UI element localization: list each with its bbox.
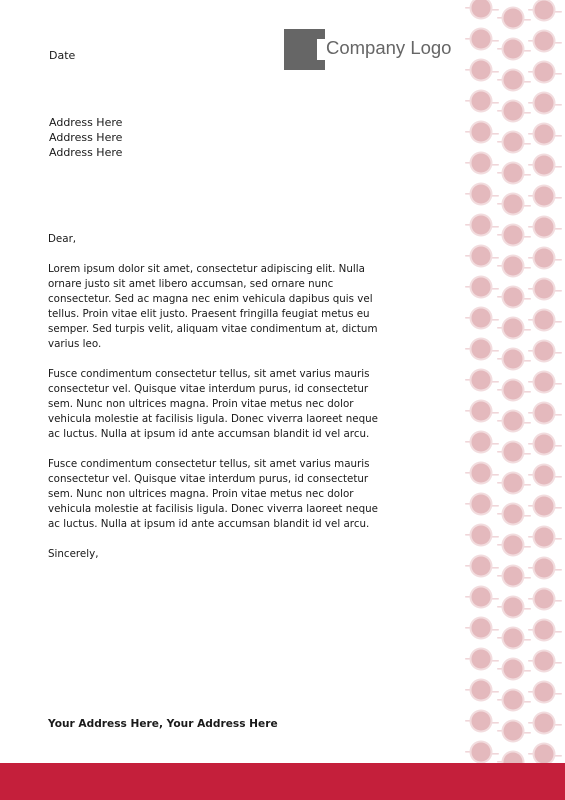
plate-utensils-icon [465,152,499,175]
plate-utensils-icon [528,30,562,53]
plate-utensils-icon [528,340,562,363]
logo-text: Company Logo [326,36,452,58]
address-line: Address Here [49,116,123,129]
address-line: Address Here [49,131,123,144]
logo-mark-icon [284,29,325,70]
plate-utensils-icon [465,245,499,268]
plate-utensils-icon [528,371,562,394]
company-logo [284,29,451,70]
plate-utensils-icon [528,557,562,580]
plate-utensils-icon [528,61,562,84]
plate-utensils-icon [497,658,531,681]
plate-utensils-icon [528,154,562,177]
plate-utensils-icon [497,627,531,650]
plate-utensils-icon [528,743,562,764]
plate-utensils-icon [528,495,562,518]
closing: Sincerely, [48,548,99,560]
plate-utensils-icon [497,69,531,92]
plate-utensils-icon [497,286,531,309]
plate-utensils-icon [528,650,562,673]
plate-utensils-icon [497,255,531,278]
plate-utensils-icon [497,472,531,495]
plate-utensils-icon [465,679,499,702]
body-paragraph: Lorem ipsum dolor sit amet, consectetur adipiscing elit. Nulla ornare justo sit amet libero accumsan, sed ornare nunc consectetur. Sed ac magna nec enim vehicula dapibus quis vel tellus. Proin vitae elit justo. Praesent fringilla feugiat metus eu semper. Sed turpis velit, aliquam vitae condimentum at, dictum varius leo. [48,263,378,350]
address-line: Address Here [49,146,123,159]
plate-utensils-icon [528,185,562,208]
plate-utensils-icon [497,131,531,154]
plate-utensils-icon [528,526,562,549]
plate-utensils-icon [528,464,562,487]
plate-utensils-icon [497,565,531,588]
decorative-plate-pattern [462,0,565,763]
plate-utensils-icon [528,712,562,735]
plate-utensils-icon [465,741,499,764]
greeting: Dear, [48,233,77,245]
letter-body [48,232,388,577]
plate-utensils-icon [528,92,562,115]
plate-utensils-icon [497,317,531,340]
plate-utensils-icon [497,224,531,247]
plate-utensils-icon [497,7,531,30]
plate-utensils-icon [465,90,499,113]
plate-utensils-icon [497,441,531,464]
footer-accent-bar [0,763,565,800]
plate-utensils-icon [497,410,531,433]
footer-address: Your Address Here, Your Address Here [48,718,278,730]
plate-utensils-icon [497,596,531,619]
plate-utensils-icon [465,493,499,516]
plate-utensils-icon [497,193,531,216]
plate-utensils-icon [465,648,499,671]
plate-utensils-icon [465,586,499,609]
plate-utensils-icon [465,59,499,82]
plate-utensils-icon [465,214,499,237]
plate-utensils-icon [497,162,531,185]
plate-utensils-icon [528,433,562,456]
recipient-address [49,115,122,160]
plate-utensils-icon [528,278,562,301]
plate-utensils-icon [465,28,499,51]
plate-utensils-icon [528,0,562,22]
plate-utensils-icon [465,183,499,206]
plate-utensils-icon [465,617,499,640]
plate-utensils-icon [497,720,531,743]
plate-utensils-icon [528,309,562,332]
plate-utensils-icon [465,400,499,423]
plate-utensils-icon [528,123,562,146]
plate-utensils-icon [465,0,499,20]
plate-utensils-icon [497,751,531,764]
plate-utensils-icon [465,276,499,299]
plate-utensils-icon [465,710,499,733]
plate-utensils-icon [497,100,531,123]
date-label: Date [49,49,76,62]
plate-utensils-icon [528,619,562,642]
plate-utensils-icon [465,307,499,330]
body-paragraph: Fusce condimentum consectetur tellus, sit amet varius mauris consectetur vel. Quisque vitae interdum purus, id consectetur sem. Nunc non ultrices magna. Proin vitae metus nec dolor vehicula molestie at facilisis ligula. Donec viverra laoreet neque ac luctus. Nulla at ipsum id ante accumsan blandit id vel arcu. [48,368,378,440]
plate-utensils-icon [465,369,499,392]
plate-utensils-icon [497,689,531,712]
plate-utensils-icon [497,379,531,402]
plate-utensils-icon [465,431,499,454]
plate-utensils-icon [465,462,499,485]
plate-utensils-icon [465,524,499,547]
plate-utensils-icon [528,247,562,270]
plate-utensils-icon [465,338,499,361]
plate-utensils-icon [497,38,531,61]
plate-utensils-icon [528,588,562,611]
plate-utensils-icon [528,216,562,239]
body-paragraph: Fusce condimentum consectetur tellus, sit amet varius mauris consectetur vel. Quisque vitae interdum purus, id consectetur sem. Nunc non ultrices magna. Proin vitae metus nec dolor vehicula molestie at facilisis ligula. Donec viverra laoreet neque ac luctus. Nulla at ipsum id ante accumsan blandit id vel arcu. [48,458,378,530]
plate-utensils-icon [497,534,531,557]
plate-utensils-icon [497,503,531,526]
plate-utensils-icon [528,402,562,425]
plate-utensils-icon [465,121,499,144]
plate-utensils-icon [497,348,531,371]
plate-utensils-icon [528,681,562,704]
plate-utensils-icon [465,555,499,578]
